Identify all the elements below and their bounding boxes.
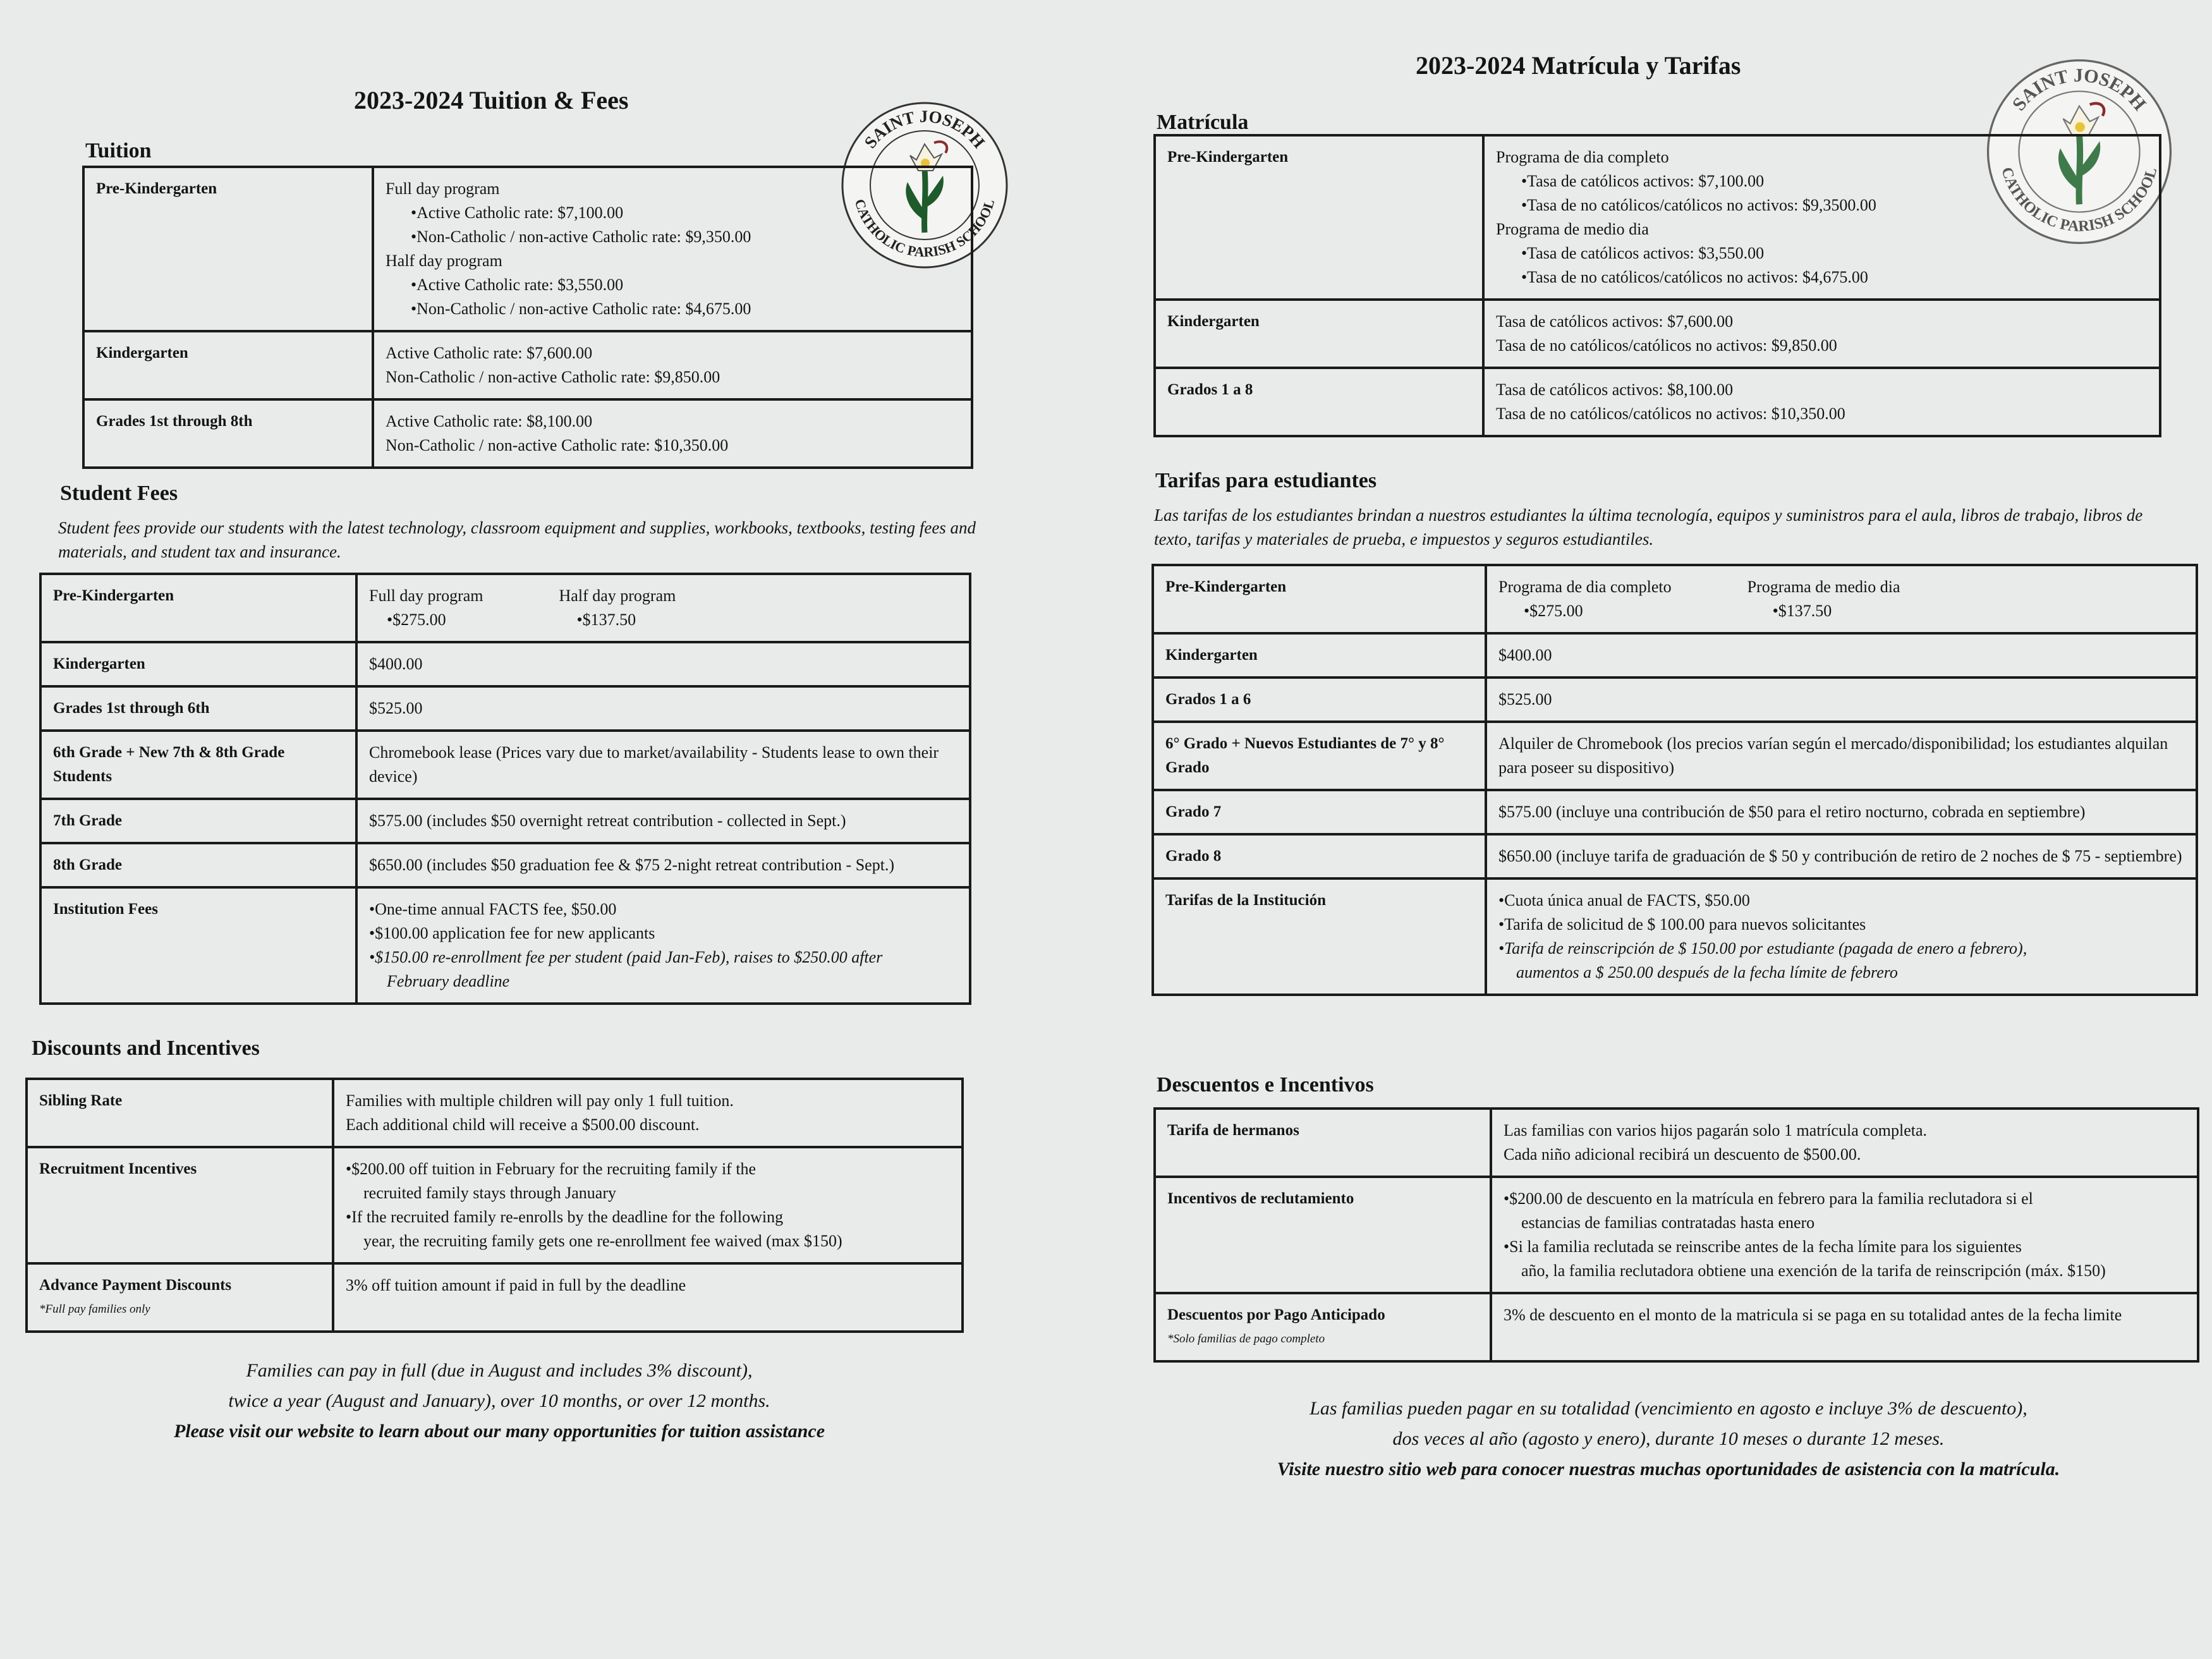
- page-title: 2023-2024 Matrícula y Tarifas: [1416, 51, 1741, 80]
- row-value: Programa de dia completo •Tasa de católicos activos: $7,100.00 •Tasa de no católicos/católicos no activos: $9,3500.00 Programa de medio dia •Tasa de católicos activos: $3,550.00 •Tasa de no católicos/católicos no activos: $4,675.00: [1483, 135, 2160, 300]
- row-value: •Cuota única anual de FACTS, $50.00 •Tarifa de solicitud de $ 100.00 para nuevos solicitantes •Tarifa de reinscripción de $ 150.00 por estudiante (pagada de enero a febrero), aumentos a $ 250.00 después de la fecha límite de febrero: [1486, 878, 2197, 995]
- row-label: Grades 1st through 6th: [40, 686, 356, 731]
- row-value: $650.00 (incluye tarifa de graduación de $ 50 y contribución de retiro de 2 noches de $ 75 - septiembre): [1486, 834, 2197, 878]
- row-value: •$200.00 de descuento en la matrícula en febrero para la familia reclutadora si el estancias de familias contratadas hasta enero •Si la familia reclutada se reinscribe antes de la fecha límite para los siguientes año, la familia reclutadora obtiene una exención de la tarifa de reinscripción (máx. $150): [1491, 1177, 2198, 1293]
- row-label: Pre-Kindergarten: [1155, 135, 1483, 300]
- row-label: 6° Grado + Nuevos Estudiantes de 7° y 8° Grado: [1153, 722, 1486, 790]
- tuition-heading: Tuition: [85, 139, 152, 162]
- tuition-table: [1153, 134, 2161, 437]
- table-row: [1153, 565, 2197, 633]
- row-value: Full day program •Active Catholic rate: $7,100.00 •Non-Catholic / non-active Catholic rate: $9,350.00 Half day program •Active Catholic rate: $3,550.00 •Non-Catholic / non-active Catholic rate: $4,675.00: [373, 167, 972, 331]
- student-fees-table: [39, 573, 971, 1005]
- table-row: [40, 642, 970, 686]
- row-value: $525.00: [356, 686, 970, 731]
- student-fees-heading: Student Fees: [60, 482, 178, 505]
- table-row: [1155, 1109, 2198, 1177]
- table-row: [1155, 368, 2160, 436]
- row-label: Kindergarten: [1153, 633, 1486, 678]
- svg-text:SAINT JOSEPH: SAINT JOSEPH: [2008, 64, 2151, 115]
- table-row: [1153, 790, 2197, 834]
- student-fees-intro: Las tarifas de los estudiantes brindan a nuestros estudiantes la última tecnología, equipos y suministros para el aula, libros de trabajo, libros de texto, tarifas y materiales de prueba, e impuestos y seguros estudiantiles.: [1154, 506, 2143, 549]
- svg-text:SAINT JOSEPH: SAINT JOSEPH: [860, 106, 989, 152]
- table-row: [83, 167, 972, 331]
- table-row: [1153, 878, 2197, 995]
- row-value: Families with multiple children will pay only 1 full tuition. Each additional child will receive a $500.00 discount.: [333, 1079, 963, 1147]
- table-row: [83, 331, 972, 399]
- row-value: $575.00 (includes $50 overnight retreat contribution - collected in Sept.): [356, 799, 970, 843]
- row-value: Tasa de católicos activos: $7,600.00 Tasa de no católicos/católicos no activos: $9,850.00: [1483, 300, 2160, 368]
- row-label: Kindergarten: [40, 642, 356, 686]
- table-row: [40, 799, 970, 843]
- row-label: Grados 1 a 6: [1153, 678, 1486, 722]
- table-row: [1153, 834, 2197, 878]
- table-row: [27, 1147, 963, 1263]
- row-value: $575.00 (incluye una contribución de $50 para el retiro nocturno, cobrada en septiembre): [1486, 790, 2197, 834]
- discounts-table: [1153, 1107, 2199, 1363]
- table-row: [1153, 633, 2197, 678]
- row-value: Alquiler de Chromebook (los precios varían según el mercado/disponibilidad; los estudiantes alquilan para poseer su dispositivo): [1486, 722, 2197, 790]
- row-label: Grades 1st through 8th: [83, 399, 373, 468]
- table-row: [40, 731, 970, 799]
- table-row: [1155, 1177, 2198, 1293]
- row-label: Tarifa de hermanos: [1155, 1109, 1491, 1177]
- table-row: [40, 686, 970, 731]
- row-value: Full day program •$275.00 Half day program •$137.50: [356, 574, 970, 642]
- row-label: 8th Grade: [40, 843, 356, 887]
- table-row: [1155, 1293, 2198, 1361]
- student-fees-table: [1152, 564, 2198, 996]
- row-value: Chromebook lease (Prices vary due to market/availability - Students lease to own their device): [356, 731, 970, 799]
- row-value: 3% de descuento en el monto de la matricula si se paga en su totalidad antes de la fecha limite: [1491, 1293, 2198, 1361]
- table-row: [1153, 678, 2197, 722]
- table-row: [40, 843, 970, 887]
- table-row: [27, 1079, 963, 1147]
- row-label: Pre-Kindergarten: [1153, 565, 1486, 633]
- row-label: Grado 7: [1153, 790, 1486, 834]
- row-label: Recruitment Incentives: [27, 1147, 333, 1263]
- row-label: Grado 8: [1153, 834, 1486, 878]
- row-value: 3% off tuition amount if paid in full by the deadline: [333, 1263, 963, 1332]
- row-value: Las familias con varios hijos pagarán solo 1 matrícula completa. Cada niño adicional recibirá un descuento de $500.00.: [1491, 1109, 2198, 1177]
- row-value: Tasa de católicos activos: $8,100.00 Tasa de no católicos/católicos no activos: $10,350.00: [1483, 368, 2160, 436]
- student-fees-intro: Student fees provide our students with the latest technology, classroom equipment and supplies, workbooks, textbooks, testing fees and materials, and student tax and insurance.: [58, 518, 976, 561]
- row-label: Tarifas de la Institución: [1153, 878, 1486, 995]
- row-label: Institution Fees: [40, 887, 356, 1004]
- row-label: Kindergarten: [83, 331, 373, 399]
- row-label: Kindergarten: [1155, 300, 1483, 368]
- table-row: [83, 399, 972, 468]
- payment-footer: Families can pay in full (due in August and includes 3% discount), twice a year (August and January), over 10 months, or over 12 months. Please visit our website to learn about our many opportunities for tuition assistance: [173, 1360, 825, 1442]
- table-row: [40, 574, 970, 642]
- row-label: Pre-Kindergarten: [40, 574, 356, 642]
- row-value: $525.00: [1486, 678, 2197, 722]
- row-label: Sibling Rate: [27, 1079, 333, 1147]
- table-row: [40, 887, 970, 1004]
- row-value: •$200.00 off tuition in February for the recruiting family if the recruited family stays through January •If the recruited family re-enrolls by the deadline for the following year, the recruiting family gets one re-enrollment fee waived (max $150): [333, 1147, 963, 1263]
- row-label: Descuentos por Pago Anticipado *Solo familias de pago completo: [1155, 1293, 1491, 1361]
- table-row: [27, 1263, 963, 1332]
- discounts-heading: Discounts and Incentives: [32, 1036, 260, 1060]
- page-title: 2023-2024 Tuition & Fees: [354, 86, 629, 114]
- english-page: [0, 0, 1074, 1659]
- discounts-heading: Descuentos e Incentivos: [1157, 1073, 1374, 1097]
- row-label: 6th Grade + New 7th & 8th Grade Students: [40, 731, 356, 799]
- discounts-table: [25, 1078, 964, 1333]
- payment-footer: Las familias pueden pagar en su totalidad (vencimiento en agosto e incluye 3% de descuento), dos veces al año (agosto y enero), durante 10 meses o durante 12 meses. Visite nuestro sitio web para conocer nuestras muchas oportunidades de asistencia con la matrícula.: [1277, 1398, 2060, 1480]
- row-label: Pre-Kindergarten: [83, 167, 373, 331]
- row-value: $400.00: [1486, 633, 2197, 678]
- tuition-heading: Matrícula: [1157, 111, 1249, 134]
- table-row: [1155, 135, 2160, 300]
- row-value: $400.00: [356, 642, 970, 686]
- svg-text:CATHOLIC PARISH SCHOOL: CATHOLIC PARISH SCHOOL: [851, 197, 998, 260]
- row-value: •One-time annual FACTS fee, $50.00 •$100.00 application fee for new applicants •$150.00 re-enrollment fee per student (paid Jan-Feb), raises to $250.00 after February deadline: [356, 887, 970, 1004]
- svg-text:CATHOLIC PARISH SCHOOL: CATHOLIC PARISH SCHOOL: [1998, 165, 2161, 235]
- spanish-page: [1112, 0, 2199, 1659]
- row-label: 7th Grade: [40, 799, 356, 843]
- row-label: Grados 1 a 8: [1155, 368, 1483, 436]
- row-value: Active Catholic rate: $8,100.00 Non-Catholic / non-active Catholic rate: $10,350.00: [373, 399, 972, 468]
- tuition-table: [82, 166, 973, 469]
- row-value: $650.00 (includes $50 graduation fee & $75 2-night retreat contribution - Sept.): [356, 843, 970, 887]
- student-fees-heading: Tarifas para estudiantes: [1155, 469, 1377, 492]
- table-row: [1155, 300, 2160, 368]
- table-row: [1153, 722, 2197, 790]
- row-label: Incentivos de reclutamiento: [1155, 1177, 1491, 1293]
- row-value: Programa de dia completo •$275.00 Programa de medio dia •$137.50: [1486, 565, 2197, 633]
- row-value: Active Catholic rate: $7,600.00 Non-Catholic / non-active Catholic rate: $9,850.00: [373, 331, 972, 399]
- row-label: Advance Payment Discounts *Full pay families only: [27, 1263, 333, 1332]
